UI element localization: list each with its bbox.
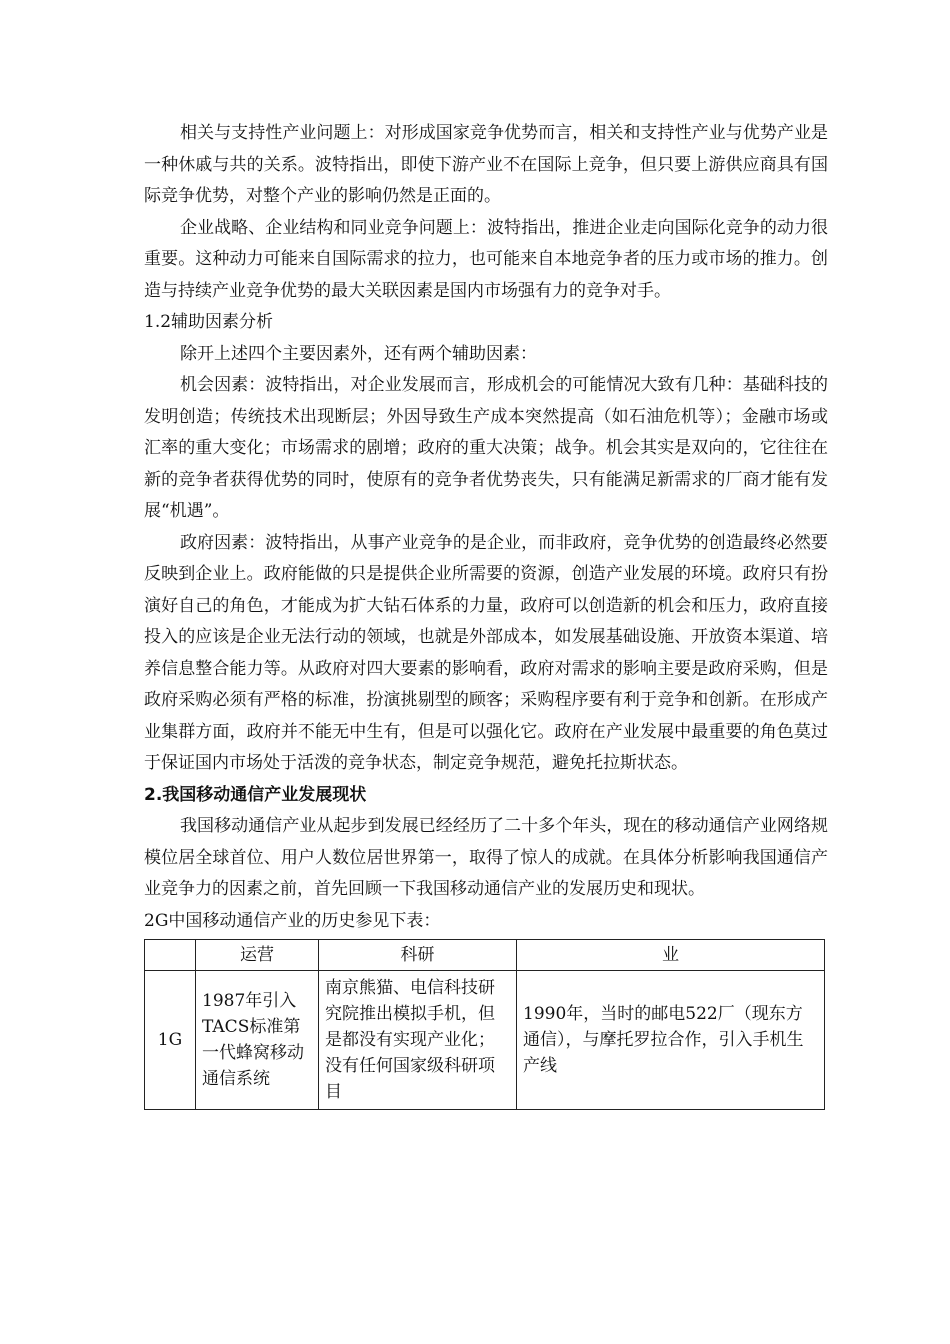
table-cell-research: 南京熊猫、电信科技研究院推出模拟手机，但是都没有实现产业化；没有任何国家级科研项目 <box>319 971 517 1110</box>
paragraph-government-factor: 政府因素：波特指出，从事产业竞争的是企业，而非政府，竞争优势的创造最终必然要反映到企业上。政府能做的只是提供企业所需要的资源，创造产业发展的环境。政府只有扮演好自己的角色，才能成为扩大钻石体系的力量，政府可以创造新的机会和压力，政府直接投入的应该是企业无法行动的领域，也就是外部成本，如发展基础设施、开放资本渠道、培养信息整合能力等。从政府对四大要素的影响看，政府对需求的影响主要是政府采购，但是政府采购必须有严格的标准，扮演挑剔型的顾客；采购程序要有利于竞争和创新。在形成产业集群方面，政府并不能无中生有，但是可以强化它。政府在产业发展中最重要的角色莫过于保证国内市场处于活泼的竞争状态，制定竞争规范，避免托拉斯状态。 <box>144 532 828 773</box>
paragraph-auxiliary-intro: 除开上述四个主要因素外，还有两个辅助因素： <box>180 343 537 364</box>
table-header-industry: 业 <box>517 940 825 971</box>
section-heading-1-2: 1.2辅助因素分析 <box>144 312 274 332</box>
paragraph-chance-factor: 机会因素：波特指出，对企业发展而言，形成机会的可能情况大致有几种：基础科技的发明创造；传统技术出现断层；外因导致生产成本突然提高（如石油危机等）；金融市场或汇率的重大变化；市场需求的剧增；政府的重大决策；战争。机会其实是双向的，它往往在新的竞争者获得优势的同时，使原有的竞争者优势丧失，只有能满足新需求的厂商才能有发展“机遇”。 <box>144 375 828 521</box>
table-caption: 2G中国移动通信产业的历史参见下表： <box>144 910 441 931</box>
table-cell-operations: 1987年引入TACS标准第一代蜂窝移动通信系统 <box>196 971 319 1110</box>
paragraph-industry-status: 我国移动通信产业从起步到发展已经经历了二十多个年头，现在的移动通信产业网络规模位居全球首位、用户人数位居世界第一，取得了惊人的成就。在具体分析影响我国通信产业竞争力的因素之前，首先回顾一下我国移动通信产业的发展历史和现状。 <box>144 816 828 899</box>
table-header-row <box>145 940 825 971</box>
document-page <box>144 118 828 1110</box>
table-cell-industry: 1990年，当时的邮电522厂（现东方通信），与摩托罗拉合作，引入手机生产线 <box>517 971 825 1110</box>
paragraph-related-industries: 相关与支持性产业问题上：对形成国家竞争优势而言，相关和支持性产业与优势产业是一种休戚与共的关系。波特指出，即使下游产业不在国际上竞争，但只要上游供应商具有国际竞争优势，对整个产业的影响仍然是正面的。 <box>144 123 828 206</box>
paragraph-strategy-structure: 企业战略、企业结构和同业竞争问题上：波特指出，推进企业走向国际化竞争的动力很重要。这种动力可能来自国际需求的拉力，也可能来自本地竞争者的压力或市场的推力。创造与持续产业竞争优势的最大关联因素是国内市场强有力的竞争对手。 <box>144 217 828 301</box>
table-header-operations: 运营 <box>196 940 319 971</box>
history-table <box>144 939 825 1110</box>
table-cell-generation: 1G <box>145 971 196 1110</box>
table-header-research: 科研 <box>319 940 517 971</box>
table-header-blank <box>145 940 196 971</box>
section-heading-2: 2.我国移动通信产业发展现状 <box>144 784 367 805</box>
table-row <box>145 971 825 1110</box>
